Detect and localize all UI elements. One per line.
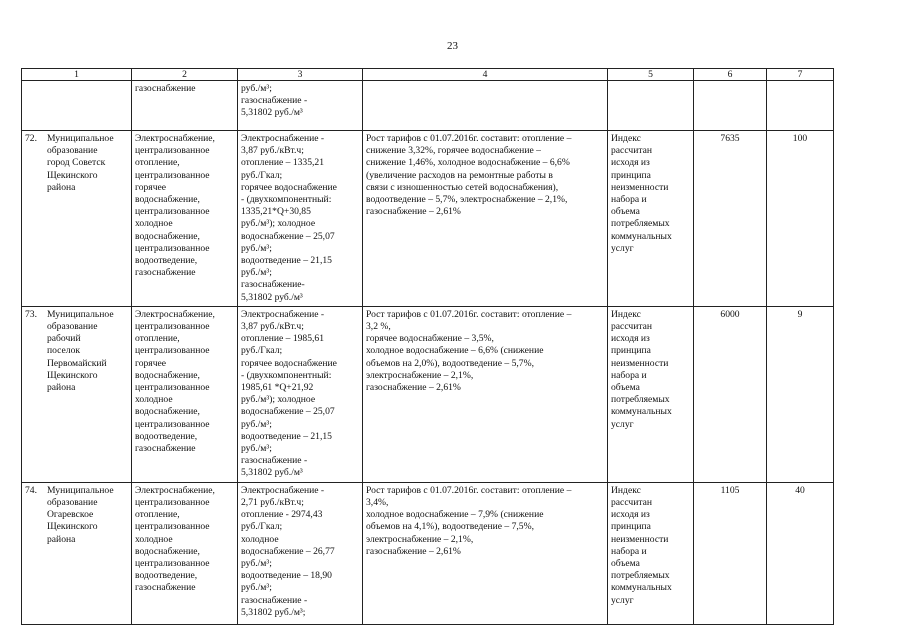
municipality-line: Муниципальное xyxy=(47,484,114,496)
index-line: набора и xyxy=(611,369,647,381)
cell-growth xyxy=(363,482,608,624)
tariff-line: руб./м³; xyxy=(241,267,272,279)
column-header: 4 xyxy=(363,69,608,81)
column-header: 2 xyxy=(132,69,238,81)
cell-index xyxy=(608,306,694,482)
cell-col6: 7635 xyxy=(694,131,767,307)
cell-tariffs xyxy=(238,81,363,131)
tariff-line: Электроснабжение - xyxy=(241,484,325,496)
tariff-line: 2,71 руб./кВт.ч; xyxy=(241,496,304,508)
tariff-line: отопление – 1985,61 xyxy=(241,333,325,345)
index-line: исходя из xyxy=(611,509,650,521)
municipality-line: образование xyxy=(47,496,98,508)
tariff-line: 1335,21*Q+30,85 xyxy=(241,206,311,218)
growth-line: электроснабжение – 2,1%, xyxy=(366,533,474,545)
index-line: услуг xyxy=(611,242,634,254)
tariff-line: водоотведение – 21,15 xyxy=(241,255,332,267)
growth-line: Рост тарифов с 01.07.2016г. составит: отопление – xyxy=(366,308,572,320)
tariff-line: 3,87 руб./кВт.ч; xyxy=(241,321,304,333)
column-header: 5 xyxy=(608,69,694,81)
growth-line: газоснабжение – 2,61% xyxy=(366,545,461,557)
cell-index xyxy=(608,131,694,307)
tariff-line: руб./м³); холодное xyxy=(241,218,316,230)
municipality-line: Щекинского xyxy=(47,369,98,381)
tariff-line: руб./Гкал; xyxy=(241,169,283,181)
cell-col6: 1105 xyxy=(694,482,767,624)
service-line: горячее xyxy=(135,181,167,193)
tariff-line: отопление – 1335,21 xyxy=(241,157,325,169)
growth-line: (увеличение расходов на ремонтные работы в xyxy=(366,169,553,181)
service-line: централизованное xyxy=(135,418,210,430)
growth-line: холодное водоснабжение – 7,9% (снижение xyxy=(366,509,544,521)
cell-growth xyxy=(363,131,608,307)
cell-tariffs xyxy=(238,482,363,624)
municipality-line: Муниципальное xyxy=(47,133,114,144)
tariff-line: руб./м³; xyxy=(241,83,272,94)
growth-line: газоснабжение – 2,61% xyxy=(366,382,461,394)
cell-growth xyxy=(363,81,608,131)
tariff-line: 5,31802 руб./м³; xyxy=(241,606,306,618)
cell-municipality xyxy=(22,482,132,624)
index-line: объема xyxy=(611,382,640,394)
column-header: 1 xyxy=(22,69,132,81)
cell-index xyxy=(608,482,694,624)
tariff-line: Электроснабжение - xyxy=(241,308,325,320)
growth-line: газоснабжение – 2,61% xyxy=(366,206,461,218)
cell-services: газоснабжение xyxy=(132,81,238,131)
tariff-line: 5,31802 руб./м³ xyxy=(241,291,303,303)
index-line: коммунальных xyxy=(611,406,672,418)
service-line: водоснабжение, xyxy=(135,369,200,381)
service-line: централизованное xyxy=(135,321,210,333)
service-line: централизованное xyxy=(135,496,210,508)
tariff-line: горячее водоснабжение xyxy=(241,357,337,369)
cell-services xyxy=(132,131,238,307)
cell-municipality xyxy=(22,306,132,482)
index-line: исходя из xyxy=(611,157,650,169)
cell-col7 xyxy=(767,81,834,131)
tariff-line: - (двухкомпонентный: xyxy=(241,194,332,206)
index-line: принципа xyxy=(611,345,651,357)
index-line: исходя из xyxy=(611,333,650,345)
tariff-line: водоснабжение – 26,77 xyxy=(241,545,335,557)
tariff-line: Электроснабжение - xyxy=(241,133,325,144)
service-line: холодное xyxy=(135,218,173,230)
service-line: централизованное xyxy=(135,242,210,254)
growth-line: Рост тарифов с 01.07.2016г. составит: отопление – xyxy=(366,484,572,496)
service-line: централизованное xyxy=(135,206,210,218)
municipality-line: района xyxy=(47,382,76,394)
service-line: централизованное xyxy=(135,521,210,533)
tariff-line: 1985,61 *Q+21,92 xyxy=(241,382,314,394)
service-line: газоснабжение xyxy=(135,582,196,594)
cell-growth xyxy=(363,306,608,482)
tariff-line: руб./Гкал; xyxy=(241,345,283,357)
column-header: 7 xyxy=(767,69,834,81)
service-line: отопление, xyxy=(135,333,180,345)
index-line: неизменности xyxy=(611,357,669,369)
tariff-line: отопление - 2974,43 xyxy=(241,509,323,521)
page-number: 23 xyxy=(447,40,458,52)
service-line: централизованное xyxy=(135,345,210,357)
tariff-line: горячее водоснабжение xyxy=(241,181,337,193)
index-line: рассчитан xyxy=(611,145,653,157)
growth-line: объемов на 2,0%), водоотведение – 5,7%, xyxy=(366,357,534,369)
continuation-row xyxy=(22,81,834,131)
tariff-line: газоснабжение - xyxy=(241,594,308,606)
cell-municipality xyxy=(22,131,132,307)
index-line: принципа xyxy=(611,521,651,533)
tariff-line: руб./м³; xyxy=(241,557,272,569)
tariff-line: 3,87 руб./кВт.ч; xyxy=(241,145,304,157)
service-line: водоснабжение, xyxy=(135,194,200,206)
service-line: газоснабжение xyxy=(135,267,196,279)
municipality-line: рабочий xyxy=(47,333,81,345)
service-line: холодное xyxy=(135,533,173,545)
index-line: Индекс xyxy=(611,484,641,496)
table-row xyxy=(22,482,834,624)
service-line: Электроснабжение, xyxy=(135,133,215,144)
index-line: потребляемых xyxy=(611,570,670,582)
column-header: 3 xyxy=(238,69,363,81)
cell-col6 xyxy=(694,81,767,131)
service-line: Электроснабжение, xyxy=(135,308,215,320)
municipality-line: Щекинского xyxy=(47,521,98,533)
row-number: 72. xyxy=(25,133,37,144)
index-line: услуг xyxy=(611,594,634,606)
service-line: водоотведение, xyxy=(135,430,198,442)
cell-services xyxy=(132,306,238,482)
municipality-line: образование xyxy=(47,321,98,333)
tariff-line: руб./м³; xyxy=(241,443,272,455)
index-line: неизменности xyxy=(611,533,669,545)
municipality-line: района xyxy=(47,533,76,545)
service-line: водоснабжение, xyxy=(135,406,200,418)
cell-municipality xyxy=(22,81,132,131)
municipality-line: Первомайский xyxy=(47,357,107,369)
cell-col7: 9 xyxy=(767,306,834,482)
index-line: коммунальных xyxy=(611,582,672,594)
service-line: отопление, xyxy=(135,509,180,521)
municipality-line: поселок xyxy=(47,345,81,357)
service-line: водоснабжение, xyxy=(135,230,200,242)
cell-col7: 100 xyxy=(767,131,834,307)
growth-line: связи с изношенностью сетей водоснабжения), xyxy=(366,181,559,193)
column-header: 6 xyxy=(694,69,767,81)
tariff-line: газоснабжение - xyxy=(241,455,308,467)
service-line: водоснабжение, xyxy=(135,545,200,557)
row-number: 73. xyxy=(25,308,37,320)
tariff-line: руб./м³; xyxy=(241,582,272,594)
service-line: централизованное xyxy=(135,557,210,569)
index-line: набора и xyxy=(611,545,647,557)
index-line: Индекс xyxy=(611,308,641,320)
growth-line: объемов на 4,1%), водоотведение – 7,5%, xyxy=(366,521,534,533)
index-line: потребляемых xyxy=(611,394,670,406)
tariff-line: 5,31802 руб./м³ xyxy=(241,467,303,479)
index-line: объема xyxy=(611,557,640,569)
cell-tariffs xyxy=(238,131,363,307)
index-line: услуг xyxy=(611,418,634,430)
tariff-line: водоотведение – 18,90 xyxy=(241,570,332,582)
service-line: газоснабжение xyxy=(135,443,196,455)
cell-services xyxy=(132,482,238,624)
service-line: централизованное xyxy=(135,382,210,394)
growth-line: горячее водоснабжение – 3,5%, xyxy=(366,333,494,345)
growth-line: снижение 1,46%, холодное водоснабжение – 6,6% xyxy=(366,157,570,169)
service-line: Электроснабжение, xyxy=(135,484,215,496)
index-line: рассчитан xyxy=(611,321,653,333)
municipality-line: образование xyxy=(47,145,98,157)
municipality-line: Муниципальное xyxy=(47,308,114,320)
service-line: холодное xyxy=(135,394,173,406)
growth-line: 3,2 %, xyxy=(366,321,391,333)
municipality-line: Огаревское xyxy=(47,509,94,521)
tariff-table xyxy=(21,68,834,625)
municipality-line: Щекинского xyxy=(47,169,98,181)
tariff-line: руб./м³); холодное xyxy=(241,394,316,406)
index-line: набора и xyxy=(611,194,647,206)
cell-tariffs xyxy=(238,306,363,482)
municipality-line: района xyxy=(47,181,76,193)
index-line: потребляемых xyxy=(611,218,670,230)
table-row xyxy=(22,131,834,307)
column-number-row xyxy=(22,69,834,81)
cell-index xyxy=(608,81,694,131)
tariff-line: водоснабжение – 25,07 xyxy=(241,230,335,242)
growth-line: водоотведение – 5,7%, электроснабжение – 2,1%, xyxy=(366,194,568,206)
tariff-line: руб./м³; xyxy=(241,418,272,430)
growth-line: снижение 3,32%, горячее водоснабжение – xyxy=(366,145,541,157)
tariff-line: холодное xyxy=(241,533,279,545)
tariff-line: газоснабжение- xyxy=(241,279,305,291)
service-line: централизованное xyxy=(135,145,210,157)
growth-line: 3,4%, xyxy=(366,496,389,508)
municipality-line: город Советск xyxy=(47,157,106,169)
service-line: централизованное xyxy=(135,169,210,181)
growth-line: Рост тарифов с 01.07.2016г. составит: отопление – xyxy=(366,133,572,144)
tariff-line: руб./Гкал; xyxy=(241,521,283,533)
service-line: отопление, xyxy=(135,157,180,169)
cell-col6: 6000 xyxy=(694,306,767,482)
index-line: объема xyxy=(611,206,640,218)
tariff-line: газоснабжение - xyxy=(241,95,308,107)
service-line: водоотведение, xyxy=(135,570,198,582)
tariff-line: водоотведение – 21,15 xyxy=(241,430,332,442)
growth-line: электроснабжение – 2,1%, xyxy=(366,369,474,381)
index-line: рассчитан xyxy=(611,496,653,508)
index-line: коммунальных xyxy=(611,230,672,242)
row-number: 74. xyxy=(25,484,37,496)
table-row xyxy=(22,306,834,482)
index-line: принципа xyxy=(611,169,651,181)
service-line: водоотведение, xyxy=(135,255,198,267)
tariff-line: водоснабжение – 25,07 xyxy=(241,406,335,418)
cell-col7: 40 xyxy=(767,482,834,624)
tariff-line: руб./м³; xyxy=(241,242,272,254)
tariff-line: 5,31802 руб./м³ xyxy=(241,107,303,119)
service-line: горячее xyxy=(135,357,167,369)
index-line: Индекс xyxy=(611,133,641,144)
tariff-line: - (двухкомпонентный: xyxy=(241,369,332,381)
index-line: неизменности xyxy=(611,181,669,193)
growth-line: холодное водоснабжение – 6,6% (снижение xyxy=(366,345,544,357)
